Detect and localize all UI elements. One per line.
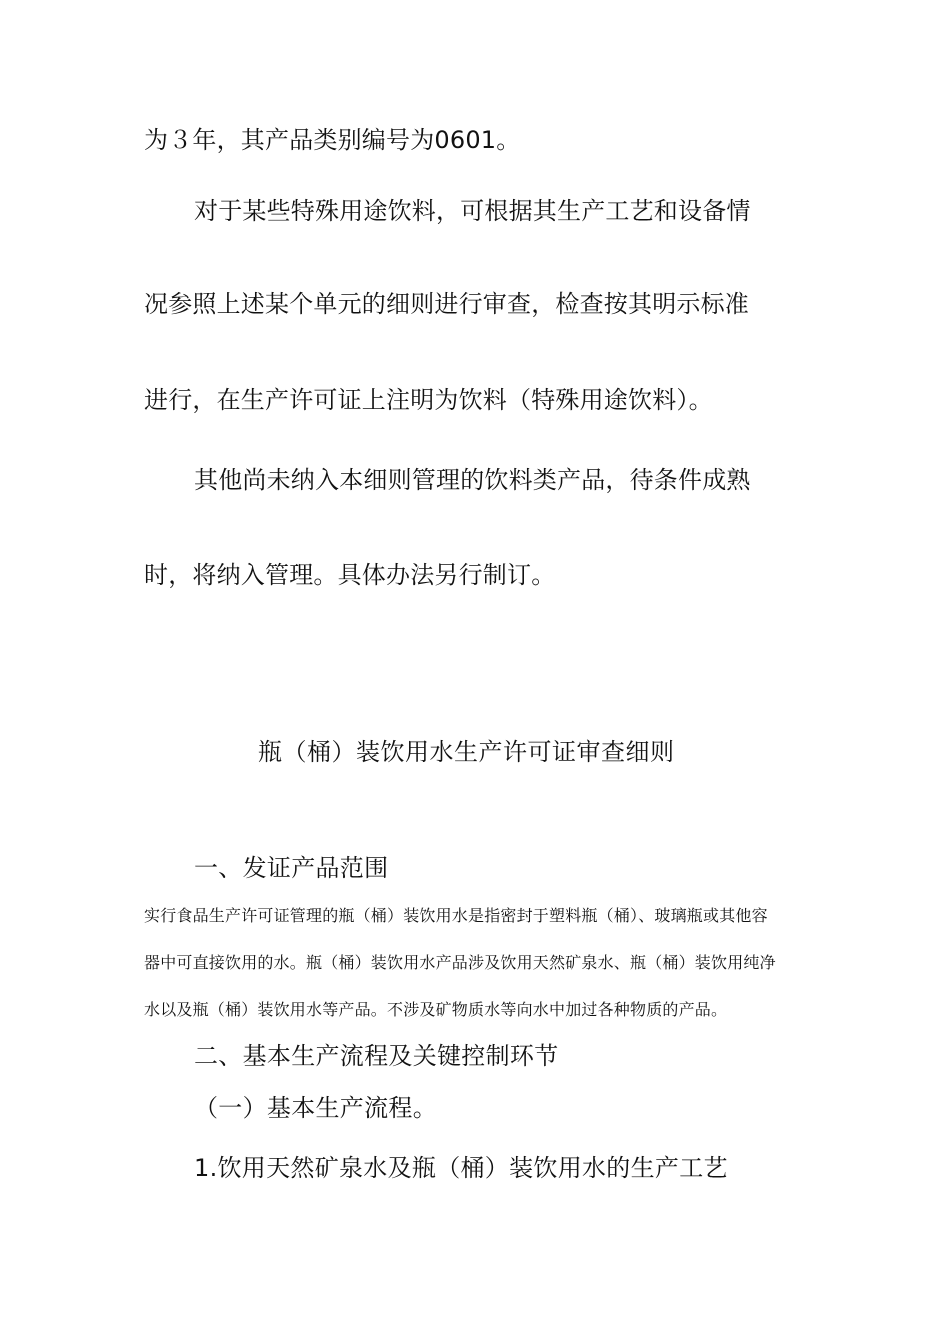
scope-line-3: 水以及瓶（桶）装饮用水等产品。不涉及矿物质水等向水中加过各种物质的产品。 xyxy=(144,1000,728,1019)
subheading-basic-process: （一）基本生产流程。 xyxy=(194,1094,437,1122)
section-title: 瓶（桶）装饮用水生产许可证审查细则 xyxy=(258,738,675,766)
scope-line-1: 实行食品生产许可证管理的瓶（桶）装饮用水是指密封于塑料瓶（桶）、玻璃瓶或其他容 xyxy=(144,906,768,925)
heading-scope: 一、发证产品范围 xyxy=(194,854,389,882)
scope-line-2: 器中可直接饮用的水。瓶（桶）装饮用水产品涉及饮用天然矿泉水、瓶（桶）装饮用纯净 xyxy=(144,953,776,972)
intro-line-2: 对于某些特殊用途饮料，可根据其生产工艺和设备情 xyxy=(194,197,751,225)
heading-process: 二、基本生产流程及关键控制环节 xyxy=(194,1042,559,1070)
intro-line-6: 时，将纳入管理。具体办法另行制订。 xyxy=(144,561,556,589)
subheading-mineral-water-process: 1.饮用天然矿泉水及瓶（桶）装饮用水的生产工艺 xyxy=(194,1154,728,1182)
intro-line-1: 为３年，其产品类别编号为0601。 xyxy=(144,126,521,154)
intro-line-4: 进行，在生产许可证上注明为饮料（特殊用途饮料）。 xyxy=(144,386,713,414)
intro-line-5: 其他尚未纳入本细则管理的饮料类产品，待条件成熟 xyxy=(194,466,751,494)
intro-line-3: 况参照上述某个单元的细则进行审查，检查按其明示标准 xyxy=(144,290,749,318)
